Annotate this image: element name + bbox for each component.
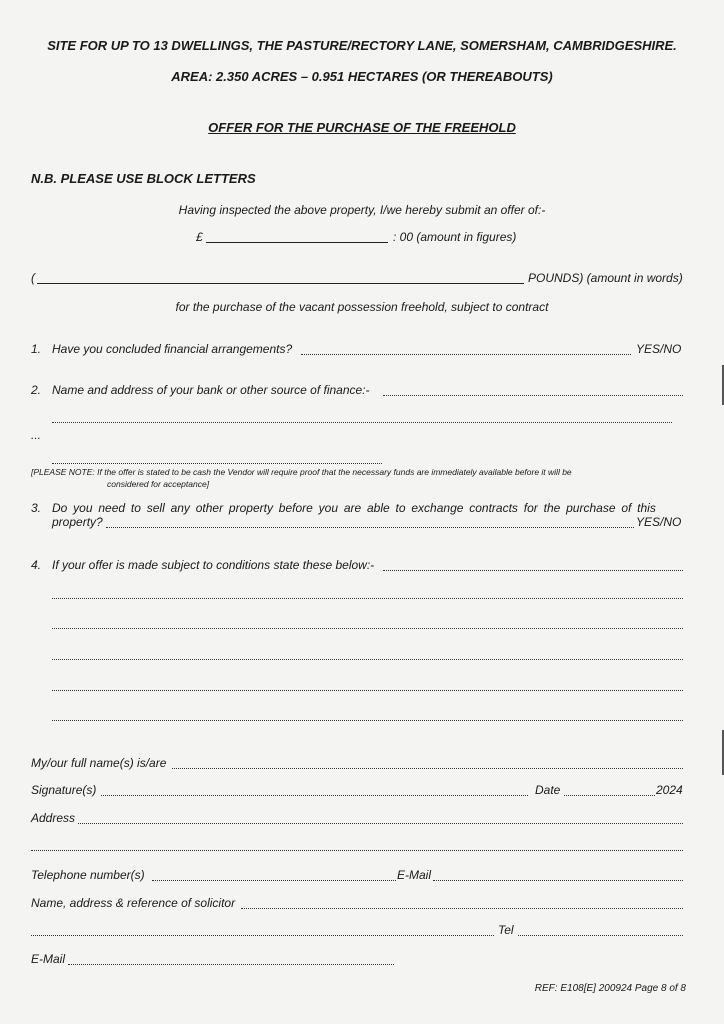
address-label: Address bbox=[31, 811, 76, 825]
email-label: E-Mail bbox=[31, 952, 66, 966]
offer-intro: Having inspected the above property, I/we hereby submit an offer of:- bbox=[178, 203, 546, 217]
q3-text-line2: property? bbox=[52, 515, 103, 529]
email-inline-label: E-Mail bbox=[397, 868, 432, 882]
q4-dotted-field-2[interactable] bbox=[52, 598, 683, 599]
signature-field[interactable] bbox=[101, 795, 528, 796]
solicitor-field-1[interactable] bbox=[241, 908, 683, 909]
q4-dotted-field-3[interactable] bbox=[52, 628, 683, 629]
cash-note-line2: considered for acceptance] bbox=[107, 479, 210, 489]
date-label: Date bbox=[535, 783, 561, 797]
q2-continuation: ... bbox=[31, 428, 42, 442]
offer-purpose: for the purchase of the vacant possession freehold, subject to contract bbox=[175, 300, 549, 314]
email-field[interactable] bbox=[68, 964, 394, 965]
figures-label: : 00 (amount in figures) bbox=[393, 230, 517, 244]
solicitor-label: Name, address & reference of solicitor bbox=[31, 896, 236, 910]
q3-answer: YES/NO bbox=[636, 515, 682, 529]
address-field-1[interactable] bbox=[78, 823, 683, 824]
nb-block-letters: N.B. PLEASE USE BLOCK LETTERS bbox=[31, 171, 256, 186]
q1-dotted-field[interactable] bbox=[301, 354, 631, 355]
q4-text: If your offer is made subject to conditions state these below:- bbox=[52, 558, 375, 572]
q1-number: 1. bbox=[31, 342, 42, 356]
date-year: 2024 bbox=[656, 783, 683, 797]
q4-dotted-field-4[interactable] bbox=[52, 659, 683, 660]
q2-text: Name and address of your bank or other source of finance:- bbox=[52, 383, 370, 397]
signature-label: Signature(s) bbox=[31, 783, 97, 797]
q2-dotted-field-2[interactable] bbox=[52, 422, 672, 423]
currency-symbol: £ bbox=[196, 230, 203, 244]
q3-number: 3. bbox=[31, 501, 42, 515]
q4-dotted-field-6[interactable] bbox=[52, 720, 683, 721]
telephone-label: Telephone number(s) bbox=[31, 868, 145, 882]
address-field-2[interactable] bbox=[31, 850, 683, 851]
cash-note-line1: [PLEASE NOTE: If the offer is stated to be cash the Vendor will require proof that the necessary funds are immediately available before it will be bbox=[31, 467, 572, 477]
site-title: SITE FOR UP TO 13 DWELLINGS, THE PASTURE/RECTORY LANE, SOMERSHAM, CAMBRIDGESHIRE. bbox=[47, 38, 677, 53]
q2-dotted-field-1[interactable] bbox=[383, 395, 683, 396]
full-names-field[interactable] bbox=[172, 768, 683, 769]
q3-text-line1: Do you need to sell any other property before you are able to exchange contracts for the purchase of this bbox=[52, 501, 656, 515]
q1-text: Have you concluded financial arrangements? bbox=[52, 342, 293, 356]
tel-field[interactable] bbox=[518, 935, 683, 936]
area-line: AREA: 2.350 ACRES – 0.951 HECTARES (OR THEREABOUTS) bbox=[171, 69, 553, 84]
q4-dotted-field-5[interactable] bbox=[52, 690, 683, 691]
email-inline-field[interactable] bbox=[433, 880, 683, 881]
q1-answer: YES/NO bbox=[636, 342, 682, 356]
words-open-paren: ( bbox=[31, 271, 35, 285]
q4-dotted-field-1[interactable] bbox=[383, 570, 683, 571]
tel-label: Tel bbox=[498, 923, 514, 937]
q4-number: 4. bbox=[31, 558, 42, 572]
amount-figures-field[interactable] bbox=[206, 242, 388, 243]
q2-dotted-field-3[interactable] bbox=[52, 463, 382, 464]
date-field[interactable] bbox=[564, 795, 655, 796]
telephone-field[interactable] bbox=[152, 880, 396, 881]
words-label: POUNDS) (amount in words) bbox=[528, 271, 683, 285]
offer-title: OFFER FOR THE PURCHASE OF THE FREEHOLD bbox=[208, 120, 516, 135]
q3-dotted-field[interactable] bbox=[106, 527, 634, 528]
solicitor-field-2[interactable] bbox=[31, 935, 494, 936]
amount-words-field[interactable] bbox=[37, 283, 524, 284]
footer-reference: REF: E108[E] 200924 Page 8 of 8 bbox=[534, 983, 686, 994]
q2-number: 2. bbox=[31, 383, 42, 397]
full-names-label: My/our full name(s) is/are bbox=[31, 756, 167, 770]
